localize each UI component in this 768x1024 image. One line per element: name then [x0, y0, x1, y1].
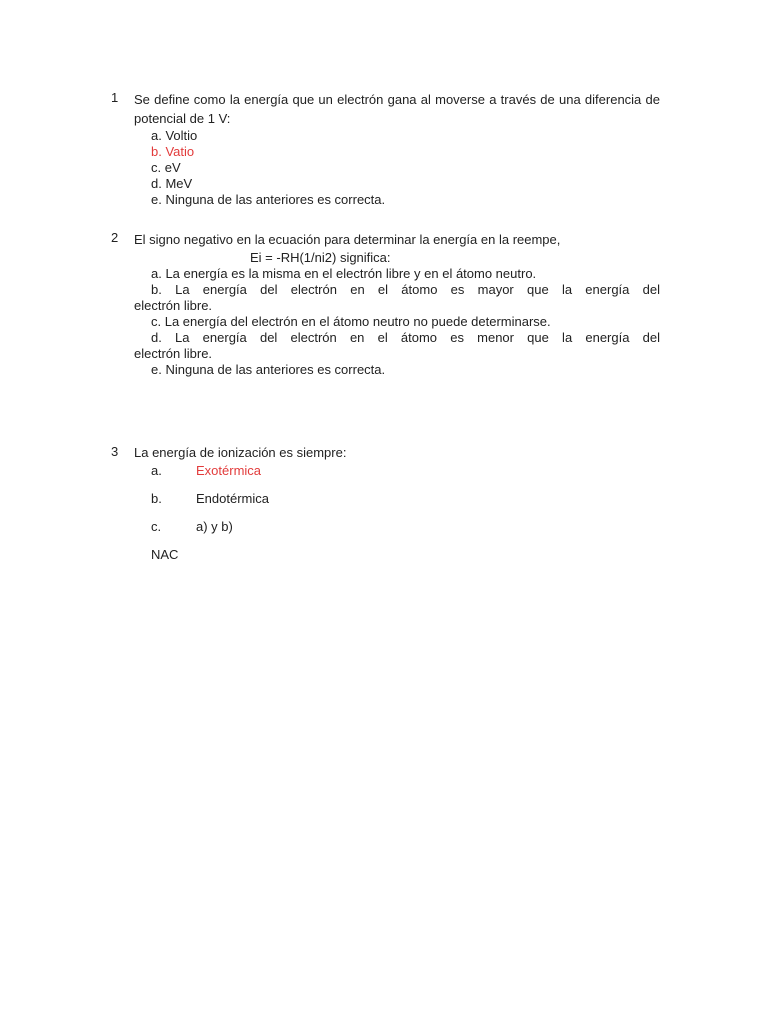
- option-label: c.: [151, 519, 162, 534]
- options-list: [134, 249, 660, 378]
- option-value: NAC: [151, 547, 179, 562]
- question-number: 1: [111, 90, 119, 105]
- option-b: b. La energía del electrón en el átomo es mayor que la energía del: [151, 282, 660, 297]
- option-nac: [111, 546, 660, 574]
- option-d: d. La energía del electrón en el átomo es menor que la energía del: [151, 330, 660, 345]
- option-a: a. La energía es la misma en el electrón libre y en el átomo neutro.: [151, 266, 537, 281]
- option-value: Endotérmica: [196, 491, 269, 506]
- question-3: [111, 444, 660, 574]
- question-1: [111, 90, 660, 208]
- options-list: [111, 462, 660, 574]
- option-a: [111, 462, 660, 490]
- option-d-continuation: electrón libre.: [134, 346, 213, 361]
- question-text: El signo negativo en la ecuación para determinar la energía en la reempe,: [134, 232, 561, 247]
- question-number: 2: [111, 230, 119, 245]
- option-value-highlighted: Exotérmica: [196, 463, 262, 478]
- option-value: a) y b): [196, 519, 233, 534]
- option-label: a.: [151, 463, 162, 478]
- question-number: 3: [111, 444, 119, 459]
- question-text: Se define como la energía que un electrón gana al moverse a través de una diferencia de potencial de 1 V:: [134, 92, 660, 126]
- option-label: b.: [151, 491, 162, 506]
- option-e: e. Ninguna de las anteriores es correcta.: [151, 192, 386, 207]
- option-e: e. Ninguna de las anteriores es correcta.: [151, 362, 386, 377]
- options-list: [134, 128, 660, 208]
- option-b: [111, 490, 660, 518]
- option-c: c. eV: [151, 160, 181, 175]
- option-c: c. La energía del electrón en el átomo neutro no puede determinarse.: [151, 314, 551, 329]
- option-d: d. MeV: [151, 176, 193, 191]
- option-a: a. Voltio: [151, 128, 198, 143]
- question-2: [111, 230, 660, 378]
- option-b-highlighted: b. Vatio: [151, 144, 195, 159]
- question-text: La energía de ionización es siempre:: [134, 445, 347, 460]
- formula: Ei = -RH(1/ni2) significa:: [250, 250, 391, 265]
- option-b-continuation: electrón libre.: [134, 298, 213, 313]
- option-c: [111, 518, 660, 546]
